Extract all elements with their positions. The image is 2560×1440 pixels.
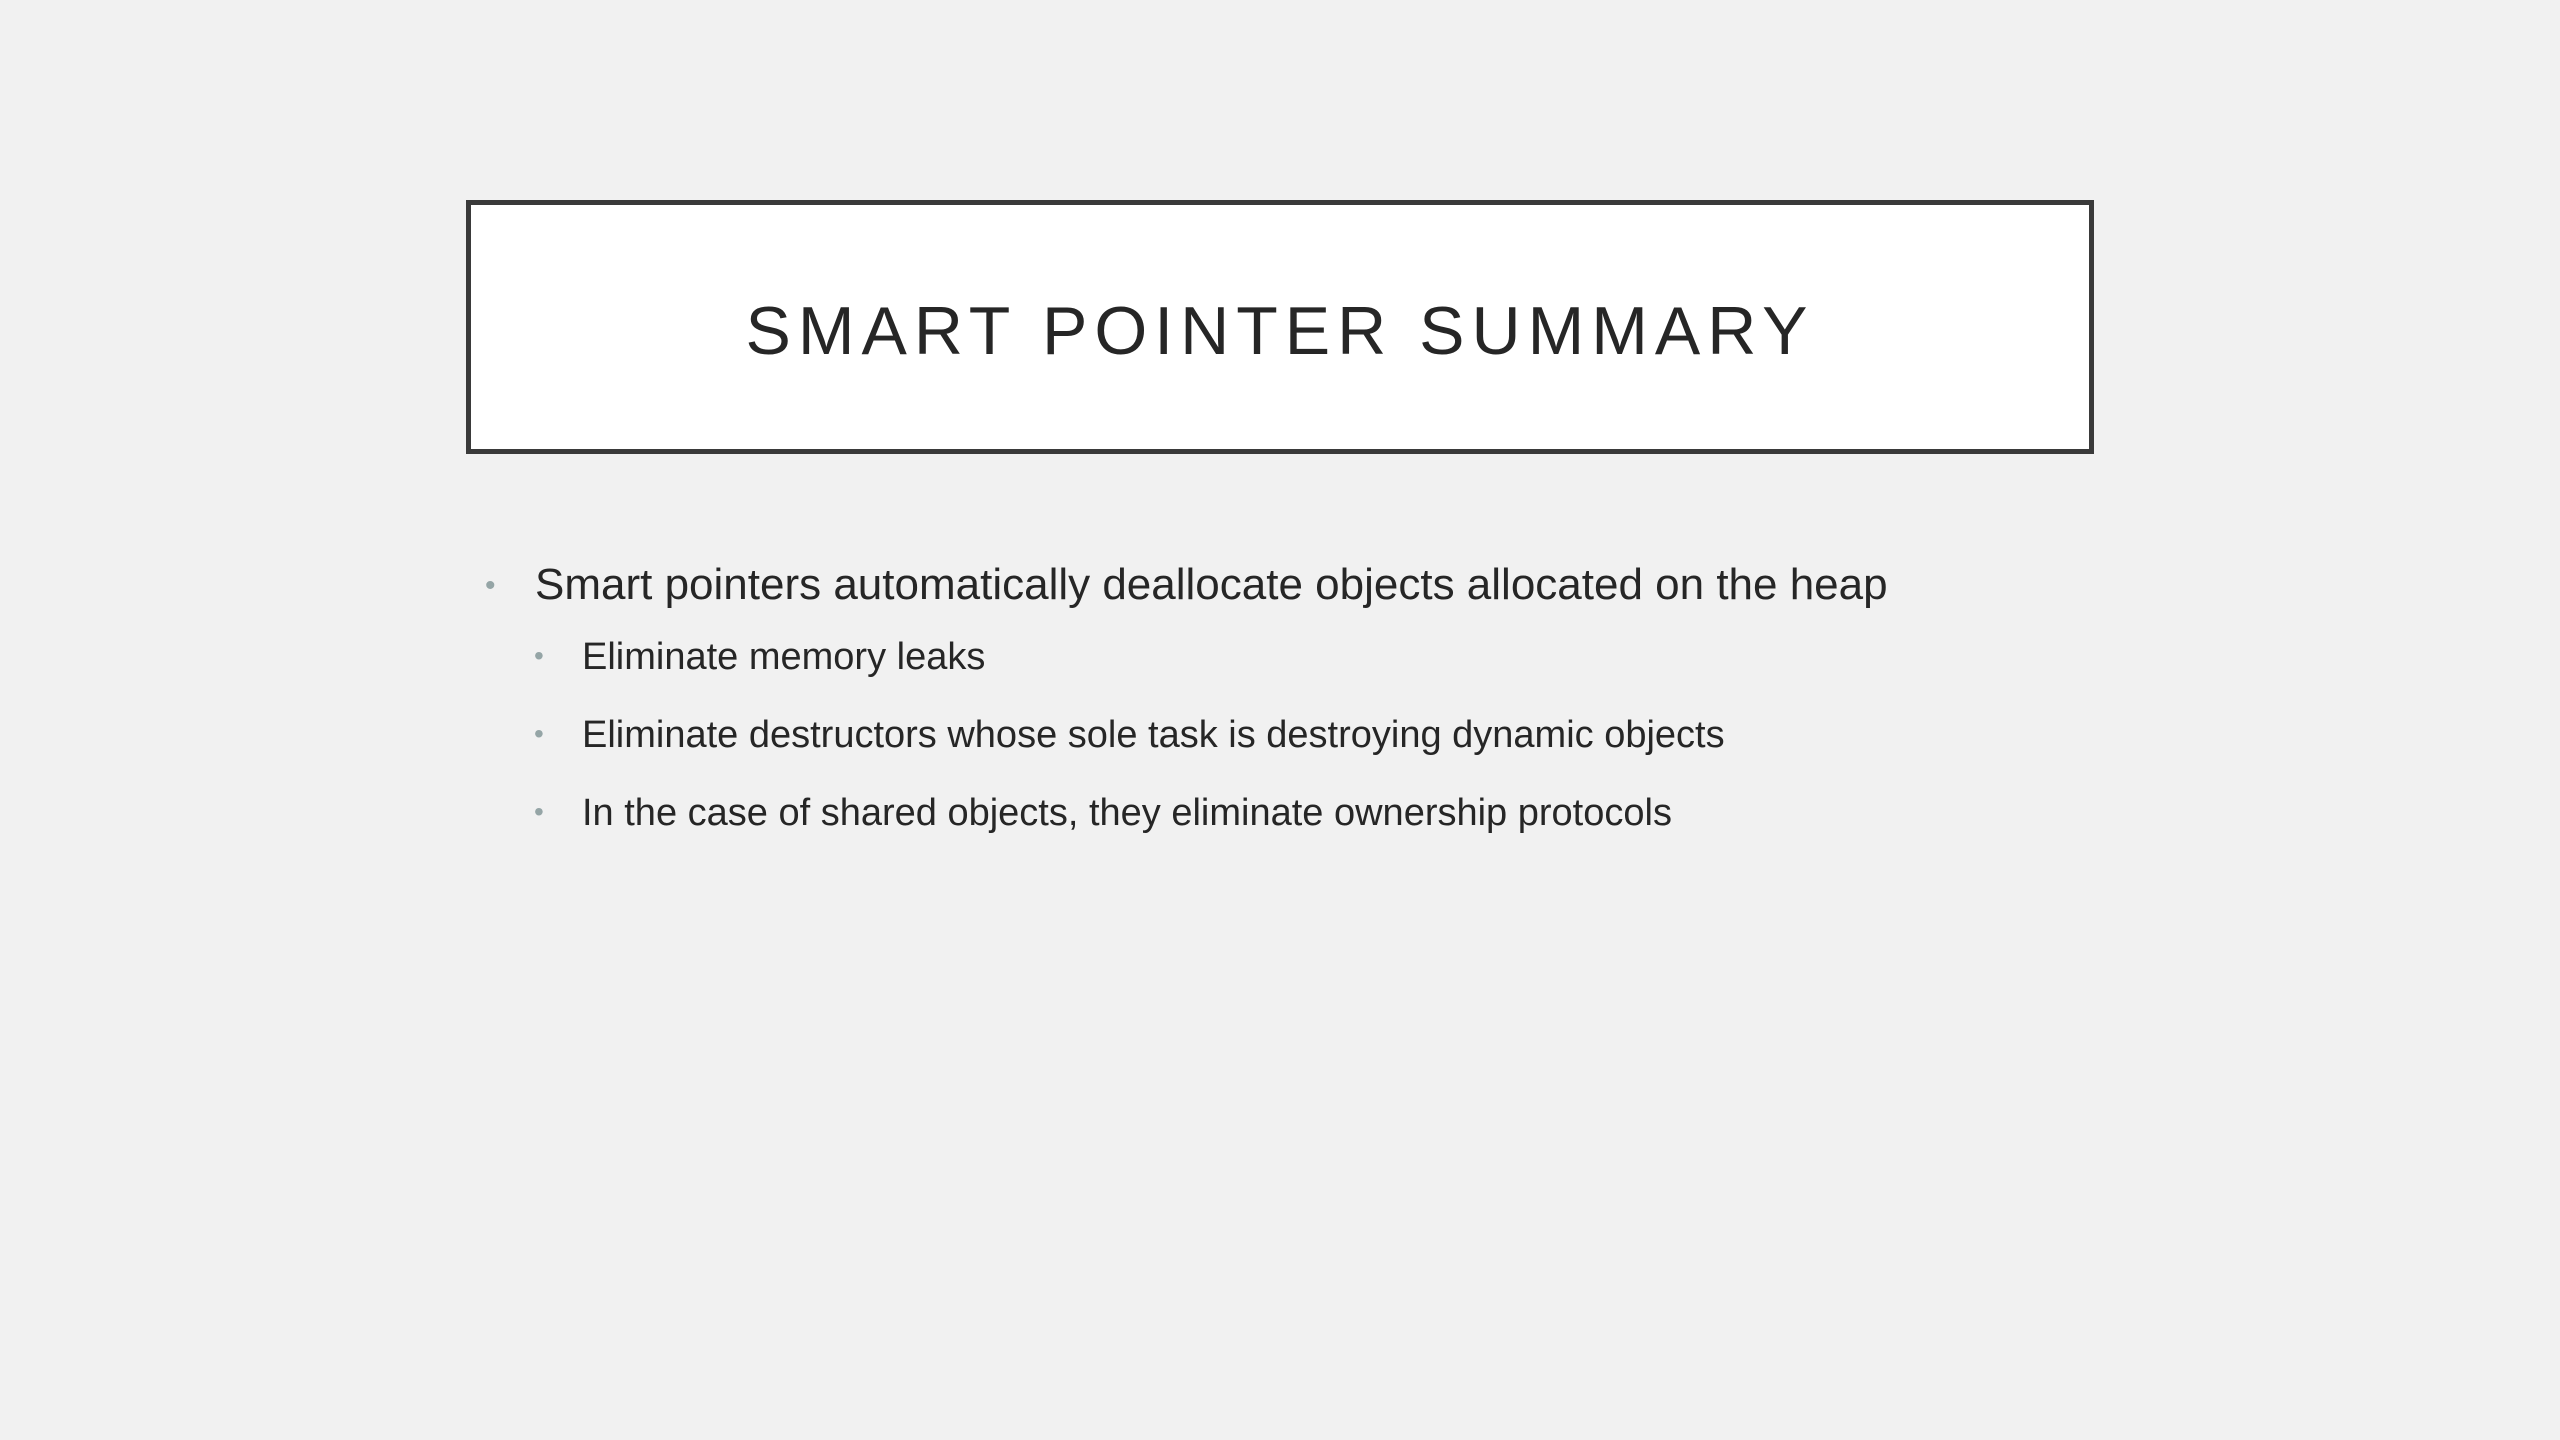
title-box xyxy=(466,200,2094,454)
bullet-item xyxy=(485,560,2125,636)
slide-title: SMART POINTER SUMMARY xyxy=(745,293,1815,369)
sub-bullet-marker: • xyxy=(534,796,544,827)
sub-bullet-item xyxy=(485,714,2125,792)
sub-bullet-text: Eliminate destructors whose sole task is destroying dynamic objects xyxy=(582,714,1725,756)
bullet-list xyxy=(485,560,2125,870)
bullet-marker: • xyxy=(485,569,496,602)
sub-bullet-item xyxy=(485,792,2125,870)
sub-bullet-item xyxy=(485,636,2125,714)
sub-bullet-marker: • xyxy=(534,718,544,749)
sub-bullet-marker: • xyxy=(534,640,544,671)
bullet-text: Smart pointers automatically deallocate objects allocated on the heap xyxy=(535,560,1888,609)
sub-bullet-text: In the case of shared objects, they eliminate ownership protocols xyxy=(582,792,1672,834)
sub-bullet-text: Eliminate memory leaks xyxy=(582,636,986,678)
